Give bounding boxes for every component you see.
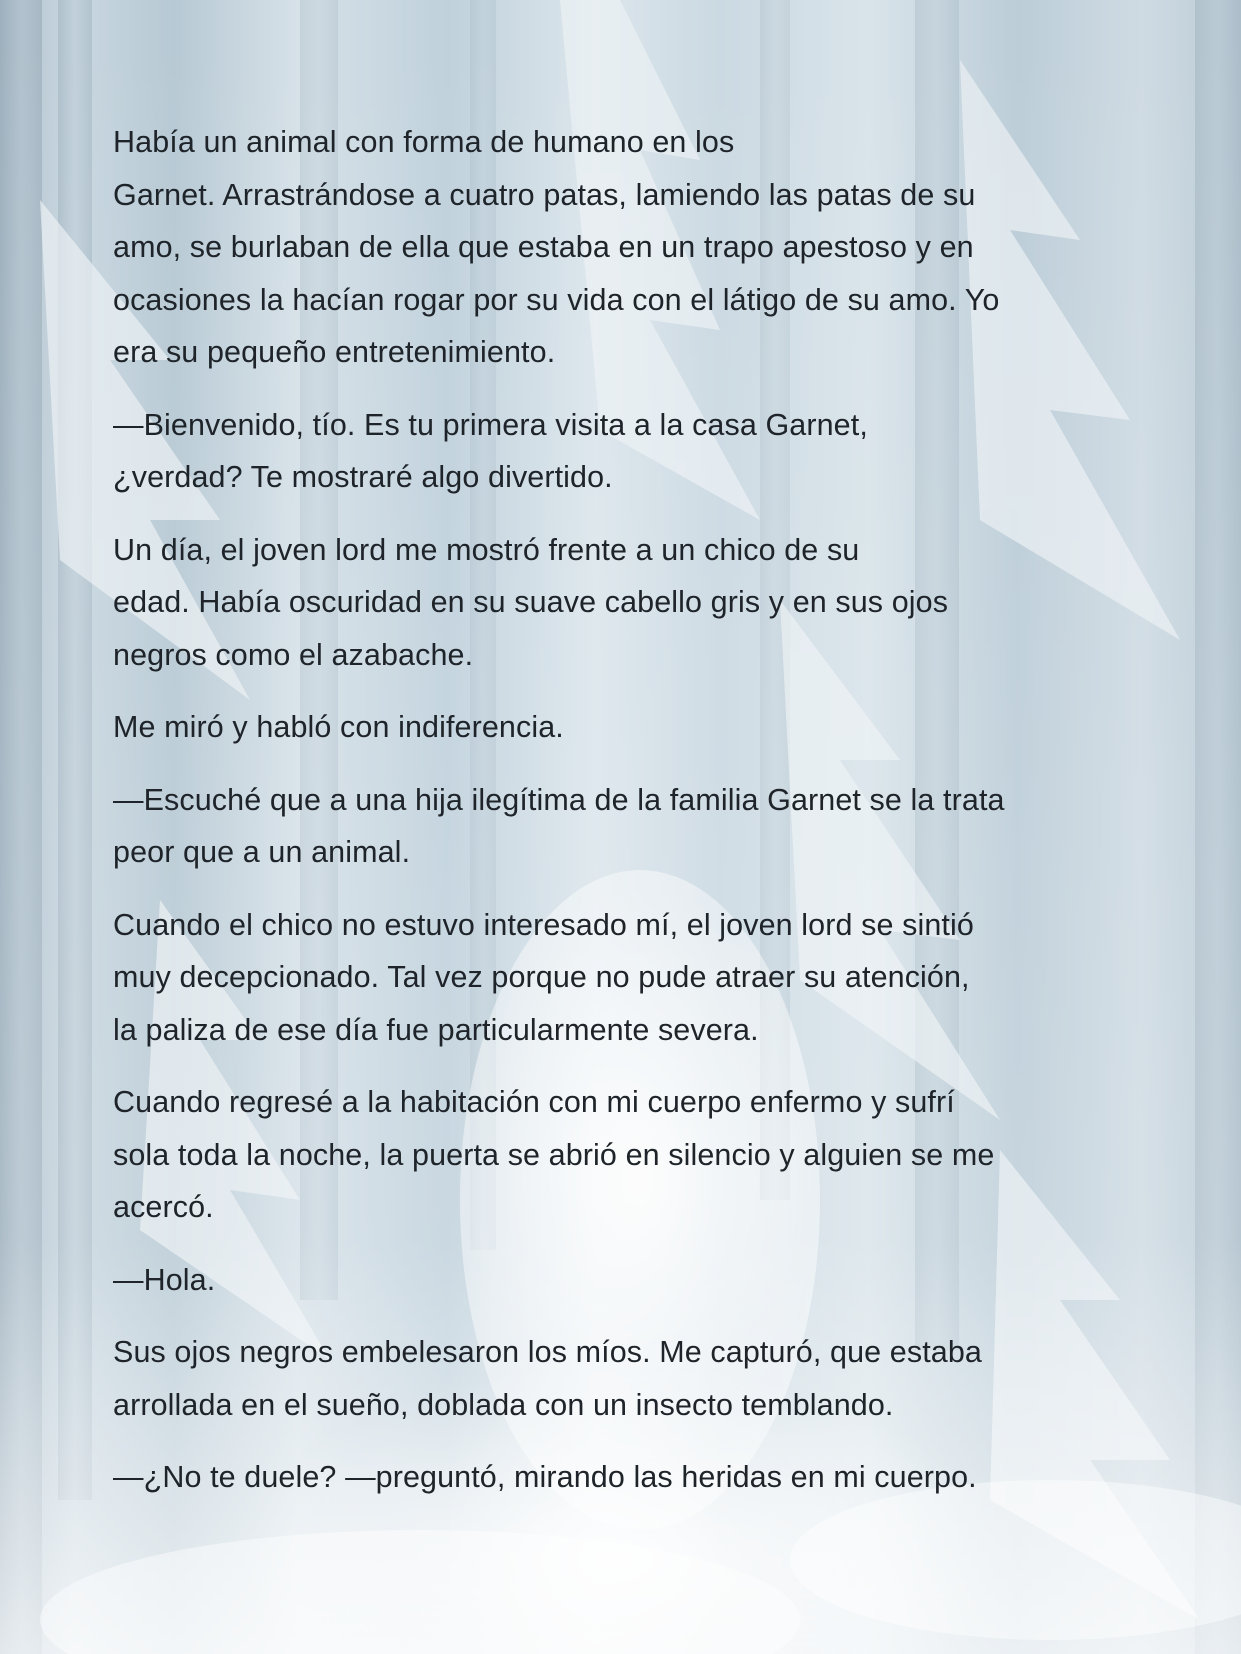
- text-line: —Hola.: [113, 1262, 216, 1297]
- text-line: ¿verdad? Te mostraré algo divertido.: [113, 460, 613, 494]
- text-line: era su pequeño entretenimiento.: [113, 335, 556, 369]
- text-line: muy decepcionado. Tal vez porque no pude atraer su atención,: [113, 960, 970, 994]
- text-line: —Escuché que a una hija ilegítima de la familia Garnet se la trata: [113, 782, 1005, 817]
- text-line: negros como el azabache.: [113, 637, 474, 672]
- text-line: Cuando regresé a la habitación con mi cuerpo enfermo y sufrí: [113, 1085, 955, 1119]
- paragraph-5: [113, 774, 1133, 879]
- text-line: —Bienvenido, tío. Es tu primera visita a la casa Garnet,: [113, 407, 868, 442]
- text-line: acercó.: [113, 1190, 214, 1224]
- text-line: Un día, el joven lord me mostró frente a un chico de su: [113, 532, 860, 567]
- paragraph-10: [113, 1451, 1133, 1504]
- text-line: Me miró y habló con indiferencia.: [113, 710, 564, 744]
- text-line: arrollada en el sueño, doblada con un insecto temblando.: [113, 1387, 894, 1422]
- text-line: edad. Había oscuridad en su suave cabello gris y en sus ojos: [113, 585, 949, 619]
- text-line: Cuando el chico no estuvo interesado mí, el joven lord se sintió: [113, 907, 974, 942]
- paragraph-3: [113, 524, 1133, 682]
- paragraph-8: [113, 1254, 1133, 1307]
- text-line: la paliza de ese día fue particularmente severa.: [113, 1012, 759, 1047]
- paragraph-4: [113, 701, 1133, 754]
- text-line: Había un animal con forma de humano en los: [113, 125, 735, 159]
- paragraph-6: [113, 899, 1133, 1057]
- paragraph-9: [113, 1326, 1133, 1431]
- text-line: Sus ojos negros embelesaron los míos. Me capturó, que estaba: [113, 1335, 982, 1369]
- text-line: Garnet. Arrastrándose a cuatro patas, lamiendo las patas de su: [113, 177, 976, 212]
- text-line: sola toda la noche, la puerta se abrió en silencio y alguien se me: [113, 1137, 995, 1172]
- text-line: peor que a un animal.: [113, 835, 411, 869]
- paragraph-1: [113, 116, 1133, 379]
- paragraph-2: [113, 399, 1133, 504]
- text-line: —¿No te duele? —preguntó, mirando las heridas en mi cuerpo.: [113, 1460, 977, 1494]
- paragraph-7: [113, 1076, 1133, 1234]
- story-text: [113, 116, 1133, 1524]
- text-line: amo, se burlaban de ella que estaba en un trapo apestoso y en: [113, 230, 974, 264]
- text-line: ocasiones la hacían rogar por su vida con el látigo de su amo. Yo: [113, 282, 1000, 317]
